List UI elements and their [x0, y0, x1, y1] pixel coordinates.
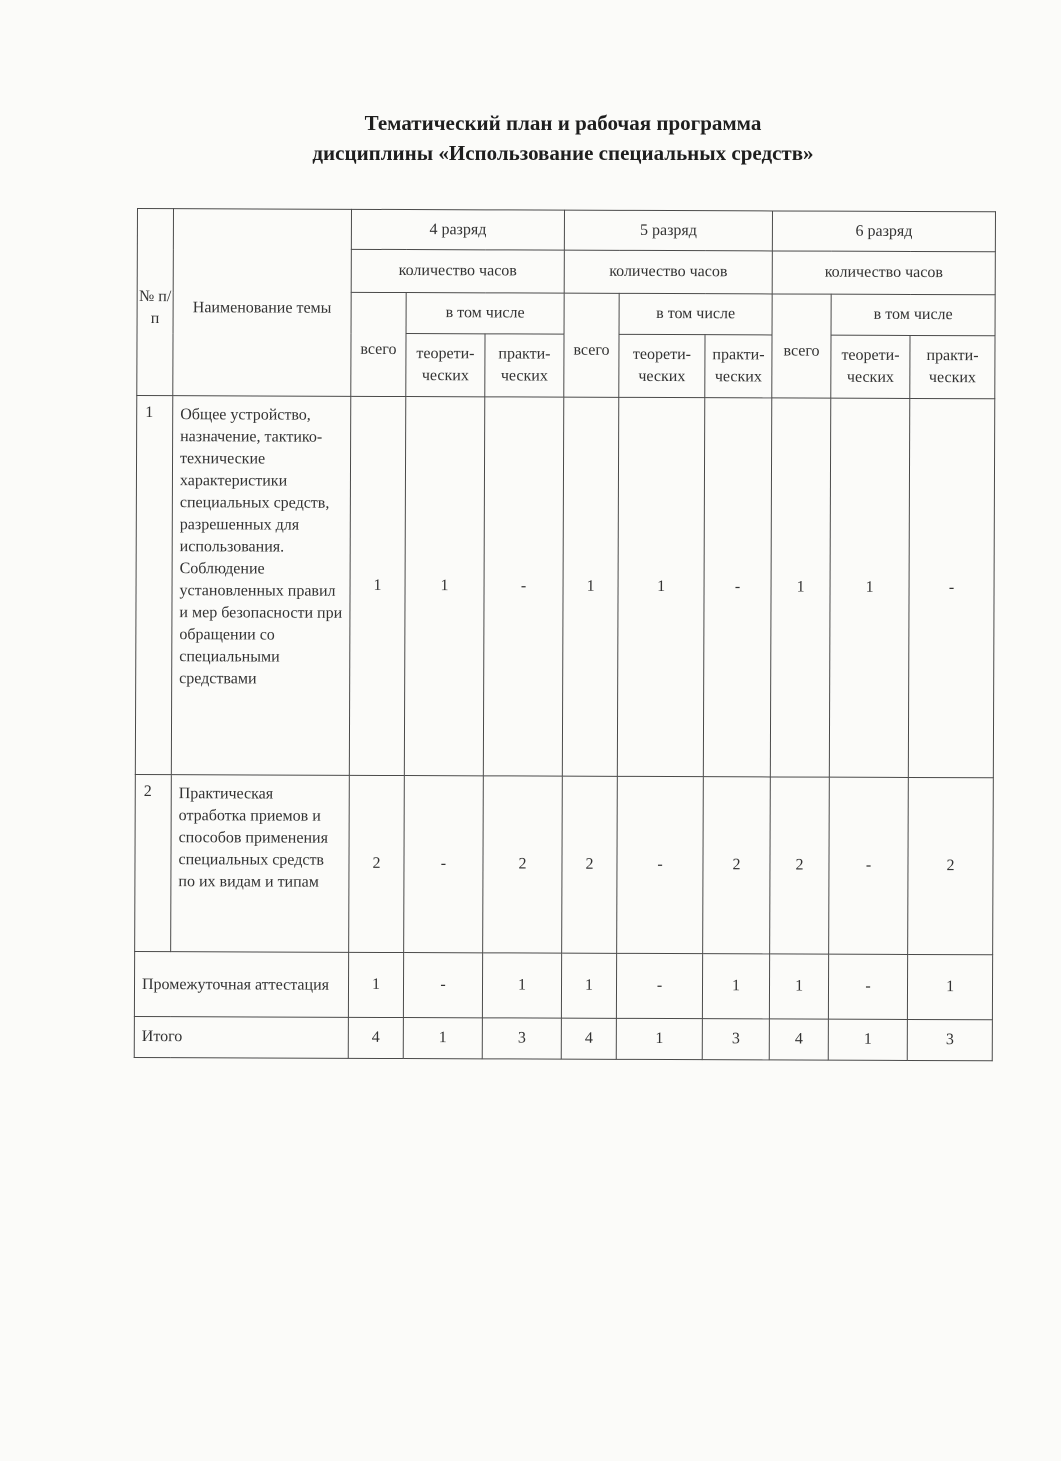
attestation-value: 1: [702, 954, 769, 1019]
header-practical-rank-6: практи-ческих: [910, 335, 995, 398]
total-value: 3: [702, 1019, 769, 1060]
row-value: 2: [562, 776, 618, 953]
row-value: 1: [562, 397, 618, 776]
total-value: 1: [828, 1019, 907, 1060]
header-practical-rank-4: практи-ческих: [485, 334, 564, 397]
row-value: 1: [617, 397, 704, 776]
row-value: 1: [829, 398, 909, 777]
total-value: 1: [403, 1018, 482, 1059]
row-value: 1: [770, 398, 830, 777]
row-value: 2: [703, 777, 771, 954]
attestation-value: 1: [561, 953, 616, 1018]
total-value: 4: [348, 1017, 403, 1058]
thematic-plan-table: [134, 208, 996, 1061]
table-row: [135, 396, 995, 778]
attestation-value: 1: [482, 953, 561, 1018]
header-theoretical-rank-5: теорети-ческих: [619, 334, 705, 397]
total-value: 4: [769, 1019, 828, 1060]
row-value: 1: [349, 396, 405, 775]
row-value: -: [617, 776, 704, 953]
header-including-rank-4: в том числе: [406, 293, 564, 335]
row-topic-name: Практическая отработка приемов и способов применения специальных средств по их видам и типам: [171, 775, 350, 953]
header-rank-6: 6 разряд: [772, 211, 995, 252]
row-value: -: [908, 398, 994, 777]
total-value: 4: [561, 1018, 616, 1059]
header-including-rank-5: в том числе: [619, 293, 772, 335]
row-number: 1: [135, 396, 172, 775]
attestation-value: -: [616, 953, 702, 1018]
header-total-rank-5: всего: [564, 293, 619, 397]
header-topic-name: Наименование темы: [173, 209, 352, 397]
header-hours-rank-6: количество часов: [772, 251, 995, 295]
total-value: 3: [907, 1019, 992, 1060]
row-value: -: [404, 776, 484, 953]
row-value: 2: [770, 777, 830, 954]
row-value: 2: [349, 775, 405, 952]
table-row: [135, 774, 994, 954]
attestation-label: Промежуточная аттестация: [134, 951, 348, 1017]
header-total-rank-4: всего: [351, 292, 406, 396]
header-rank-5: 5 разряд: [564, 210, 772, 251]
header-practical-rank-5: практи-ческих: [705, 335, 772, 398]
attestation-value: -: [403, 953, 482, 1018]
header-hours-rank-4: количество часов: [351, 249, 564, 293]
title-line-1: Тематический план и рабочая программа: [364, 111, 762, 135]
row-value: -: [483, 397, 563, 776]
row-value: 2: [908, 777, 994, 954]
header-no: № п/п: [137, 209, 174, 396]
row-number: 2: [135, 774, 172, 951]
document-title: [0, 108, 1061, 168]
attestation-value: 1: [907, 954, 992, 1019]
header-rank-4: 4 разряд: [351, 209, 564, 250]
total-value: 3: [482, 1018, 561, 1059]
attestation-value: -: [828, 954, 907, 1019]
row-value: 1: [404, 397, 484, 776]
header-theoretical-rank-4: теорети-ческих: [406, 334, 485, 397]
total-value: 1: [616, 1018, 702, 1059]
attestation-value: 1: [769, 954, 828, 1019]
row-value: -: [703, 398, 771, 777]
total-label: Итого: [134, 1016, 348, 1058]
total-row: [134, 1016, 992, 1060]
row-value: 2: [483, 776, 563, 953]
title-line-2: дисциплины «Использование специальных средств»: [312, 141, 814, 165]
row-topic-name: Общее устройство, назначение, тактико-технические характеристики специальных средств, разрешенных для использования. Соблюдение установленных правил и мер безопасности при обращении со специальными средствами: [171, 396, 350, 776]
header-total-rank-6: всего: [772, 294, 831, 398]
header-hours-rank-5: количество часов: [564, 250, 772, 294]
attestation-row: [134, 951, 992, 1019]
row-value: -: [829, 777, 909, 954]
header-theoretical-rank-6: теорети-ческих: [831, 335, 910, 398]
attestation-value: 1: [348, 952, 403, 1017]
header-including-rank-6: в том числе: [831, 294, 995, 336]
